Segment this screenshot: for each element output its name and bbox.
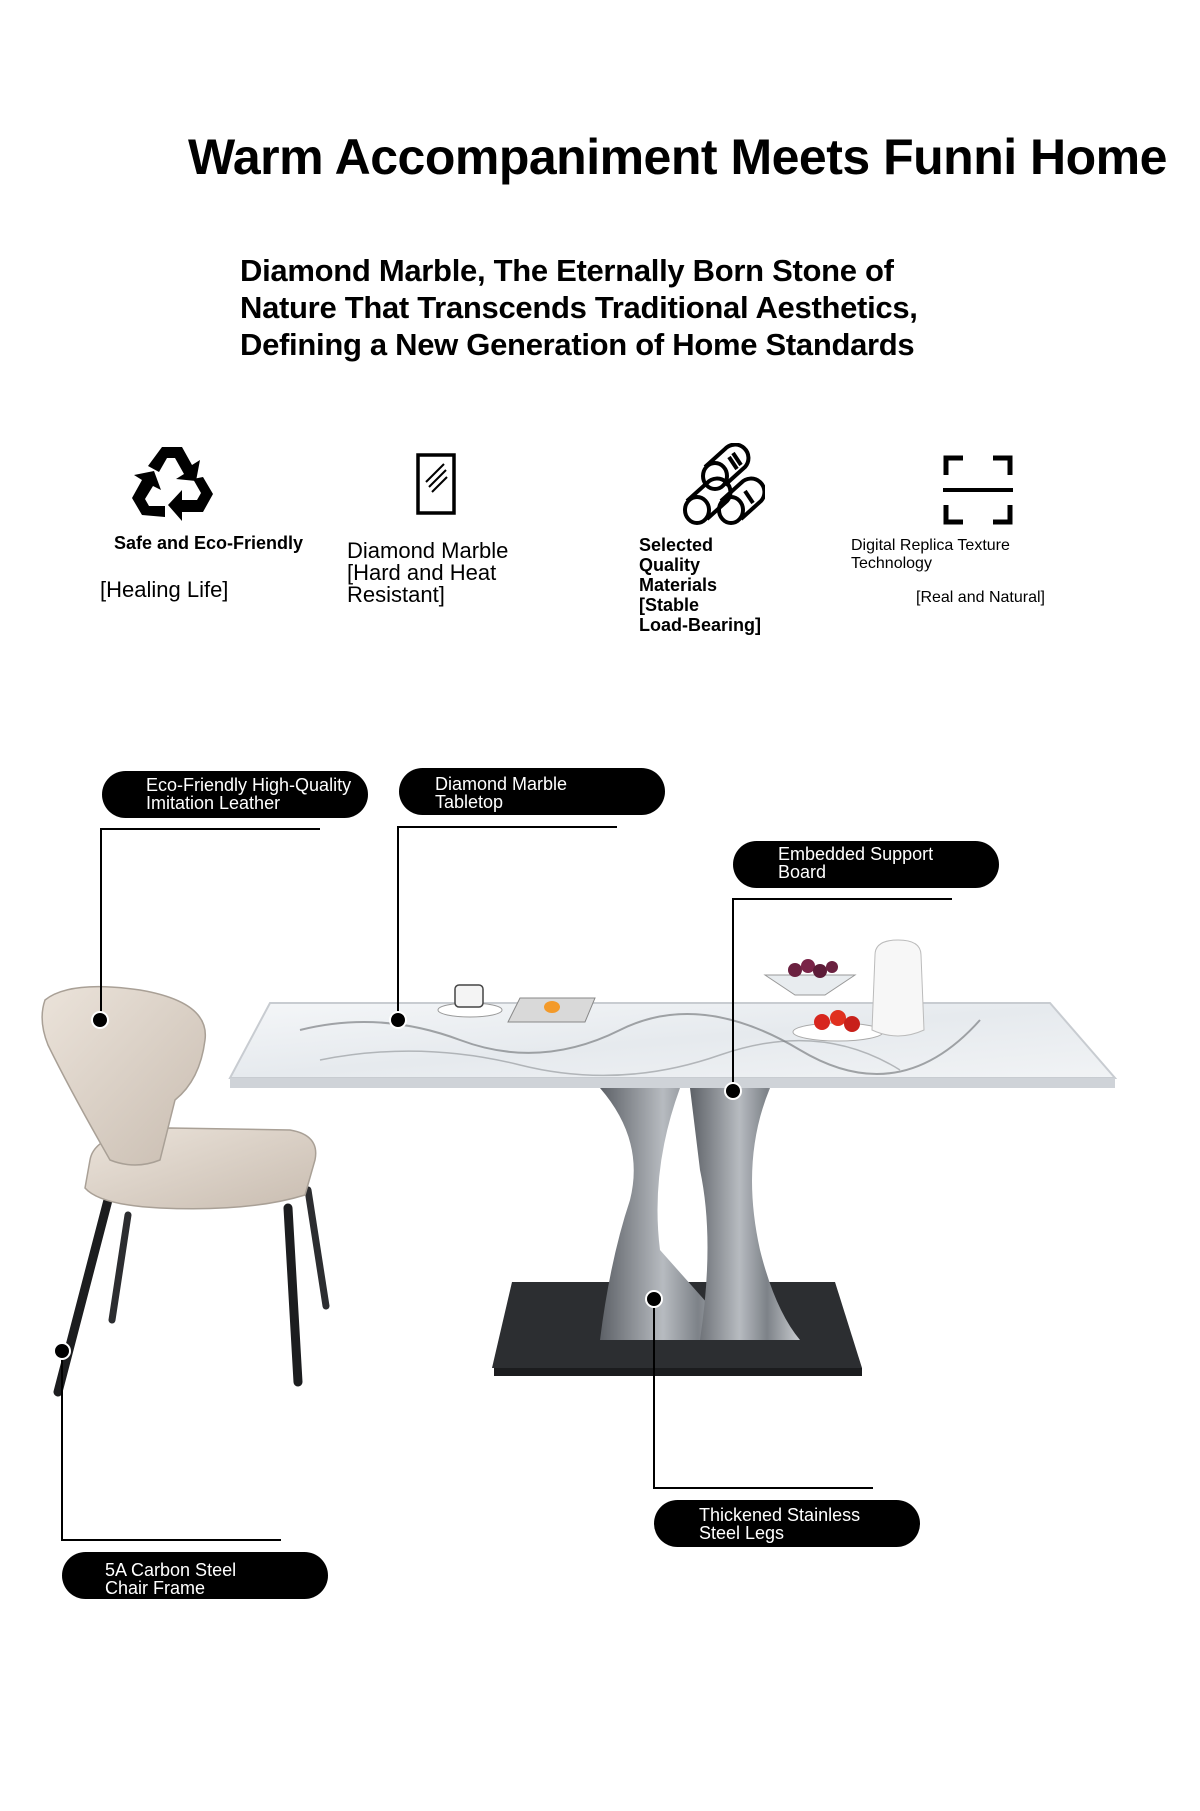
feature-replica-line: Digital Replica Texture [851, 537, 1010, 554]
callout-legs-line: Steel Legs [699, 1523, 785, 1543]
callout-leather-line: Eco-Friendly High-Quality [146, 775, 352, 795]
callout-support-line: Board [778, 862, 827, 882]
leader-line [397, 826, 399, 1020]
callout-leather [102, 771, 368, 818]
subtitle-line: Diamond Marble, The Eternally Born Stone of [240, 253, 894, 288]
leader-dot [53, 1342, 71, 1360]
leader-dot [91, 1011, 109, 1029]
leader-line [61, 1539, 281, 1541]
feature-replica-detail: [Real and Natural] [916, 589, 1045, 606]
callout-tabletop-line: Diamond Marble [435, 774, 568, 794]
feature-marble-text [347, 540, 508, 606]
callout-support-line: Embedded Support [778, 844, 934, 864]
subtitle-line: Defining a New Generation of Home Standards [240, 327, 915, 362]
feature-materials-line: [Stable [639, 595, 700, 615]
leader-line [732, 898, 952, 900]
leader-line [397, 826, 617, 828]
feature-replica-line: Technology [851, 555, 932, 572]
feature-materials-line: Materials [639, 575, 718, 595]
page-title: Warm Accompaniment Meets Funni Home [188, 129, 1167, 185]
leader-line [100, 828, 102, 1020]
page-subtitle [240, 252, 918, 363]
glass-panel-icon [414, 452, 458, 518]
leader-dot [389, 1011, 407, 1029]
callout-leather-line: Imitation Leather [146, 793, 281, 813]
leader-dot [645, 1290, 663, 1308]
feature-eco-title: Safe and Eco-Friendly [114, 533, 304, 553]
feature-replica-text [851, 537, 1010, 573]
callout-tabletop-line: Tabletop [435, 792, 504, 812]
callout-legs-line: Thickened Stainless [699, 1505, 861, 1525]
pipes-stack-icon [675, 443, 765, 527]
subtitle-line: Nature That Transcends Traditional Aesthetics, [240, 290, 918, 325]
callout-frame-line: 5A Carbon Steel [105, 1560, 237, 1580]
leader-dot [724, 1082, 742, 1100]
feature-marble-line: Diamond Marble [347, 538, 509, 563]
feature-materials-text [639, 535, 761, 635]
feature-materials-line: Load-Bearing] [639, 615, 762, 635]
feature-marble-line: Resistant] [347, 582, 445, 607]
feature-materials-line: Selected [639, 535, 714, 555]
recycle-icon [130, 443, 214, 523]
leader-line [653, 1298, 655, 1488]
callout-legs [654, 1500, 920, 1547]
leader-line [653, 1487, 873, 1489]
callout-frame [62, 1552, 328, 1599]
leader-line [61, 1350, 63, 1540]
leader-line [100, 828, 320, 830]
feature-marble-line: [Hard and Heat [347, 560, 497, 585]
callout-tabletop [399, 768, 665, 815]
callout-frame-line: Chair Frame [105, 1578, 206, 1598]
feature-materials-line: Quality [639, 555, 701, 575]
scan-frame-icon [943, 455, 1013, 525]
leader-line [732, 898, 734, 1092]
callout-support [733, 841, 999, 888]
product-illustration [0, 920, 1200, 1400]
feature-eco-detail: [Healing Life] [100, 577, 229, 602]
